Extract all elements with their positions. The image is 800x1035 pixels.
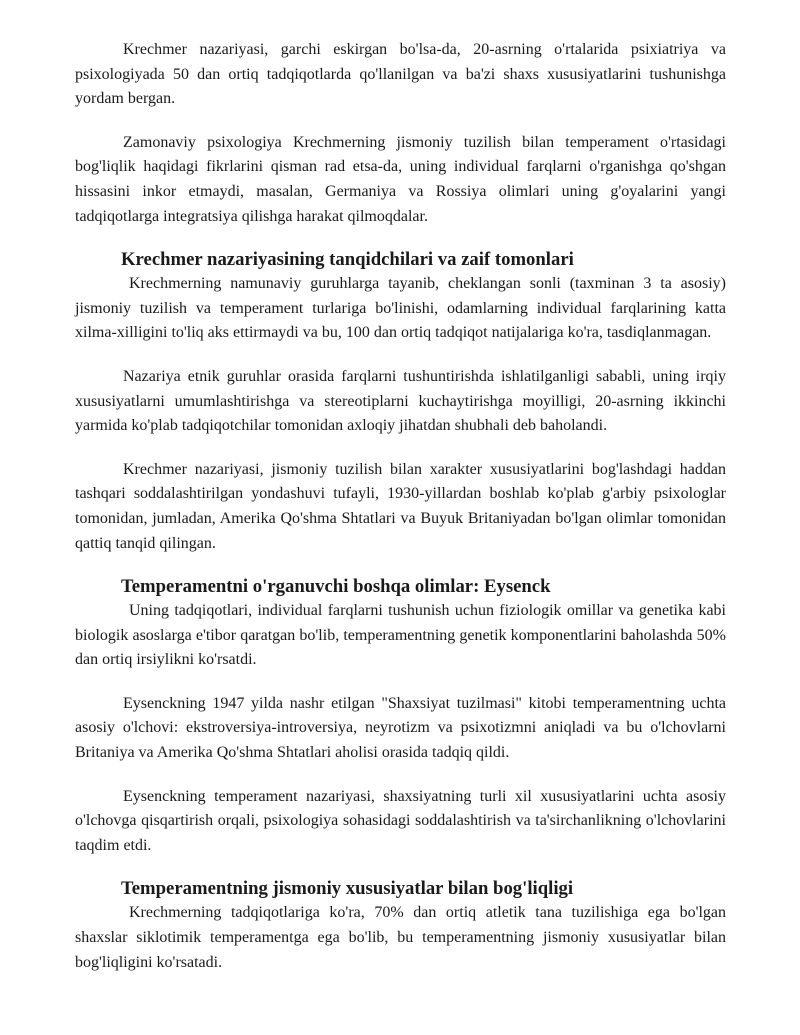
section-heading: Krechmer nazariyasining tanqidchilari va zaif tomonlari (121, 249, 574, 271)
section-heading: Temperamentni o'rganuvchi boshqa olimlar: Eysenck (121, 576, 551, 598)
paragraph: Krechmer nazariyasi, garchi eskirgan bo'lsa-da, 20-asrning o'rtalarida psixiatriya va psixologiyada 50 dan ortiq tadqiqotlarda qo'llanilgan va ba'zi shaxs xususiyatlarini tushunishga yordam bergan. (75, 41, 726, 108)
paragraph: Eysenckning 1947 yilda nashr etilgan "Shaxsiyat tuzilmasi" kitobi temperamentning uchta asosiy o'lchovi: ekstroversiya-introversiya, neyrotizm va psixotizmni aniqladi va bu o'lchovlarni Britaniya va Amerika Qo'shma Shtatlari aholisi orasida tadqiq qildi. (75, 694, 726, 762)
section-heading: Temperamentning jismoniy xususiyatlar bilan bog'liqligi (121, 878, 574, 900)
paragraph: Krechmer nazariyasi, jismoniy tuzilish bilan xarakter xususiyatlarini bog'lashdagi haddan tashqari soddalashtirilgan yondashuvi tufayli, 1930-yillardan boshlab ko'plab g'arbiy psixologlar tomonidan, jumladan, Amerika Qo'shma Shtatlari va Buyuk Britaniyadan bo'lgan olimlar tomonidan qattiq tanqid qilingan. (75, 460, 726, 552)
document-page (75, 38, 726, 994)
paragraph: Zamonaviy psixologiya Krechmerning jismoniy tuzilish bilan temperament o'rtasidagi bog'liqlik haqidagi fikrlarini qisman rad etsa-da, uning individual farqlarni o'rganishga qo'shgan hissasini inkor etmaydi, masalan, Germaniya va Rossiya olimlari uning g'oyalarini yangi tadqiqotlarga integratsiya qilishga harakat qilmoqdalar. (75, 133, 726, 225)
paragraph: Krechmerning tadqiqotlariga ko'ra, 70% dan ortiq atletik tana tuzilishiga ega bo'lgan shaxslar siklotimik temperamentga ega bo'lib, bu temperamentning jismoniy xususiyatlar bilan bog'liqligini ko'rsatadi. (75, 904, 726, 971)
paragraph: Eysenckning temperament nazariyasi, shaxsiyatning turli xil xususiyatlarini uchta asosiy o'lchovga qisqartirish orqali, psixologiya sohasidagi soddalashtirish va ta'sirchanlikning o'lchovlarini taqdim etdi. (75, 787, 726, 854)
paragraph: Nazariya etnik guruhlar orasida farqlarni tushuntirishda ishlatilganligi sababli, uning irqiy xususiyatlarni umumlashtirishga va stereotiplarni kuchaytirishga moyilligi, 20-asrning ikkinchi yarmida ko'plab tadqiqotchilar tomonidan axloqiy jihatdan shubhali deb baholandi. (75, 367, 726, 435)
paragraph: Krechmerning namunaviy guruhlarga tayanib, cheklangan sonli (taxminan 3 ta asosiy) jismoniy tuzilish va temperament turlariga bo'linishi, odamlarning individual farqlarining katta xilma-xilligini to'liq aks ettirmaydi va bu, 100 dan ortiq tadqiqot natijalariga ko'ra, tasdiqlanmagan. (75, 275, 726, 342)
paragraph: Uning tadqiqotlari, individual farqlarni tushunish uchun fiziologik omillar va genetika kabi biologik asoslarga e'tibor qaratgan bo'lib, temperamentning genetik komponentlarini baholashda 50% dan ortiq irsiylikni ko'rsatdi. (75, 602, 726, 669)
